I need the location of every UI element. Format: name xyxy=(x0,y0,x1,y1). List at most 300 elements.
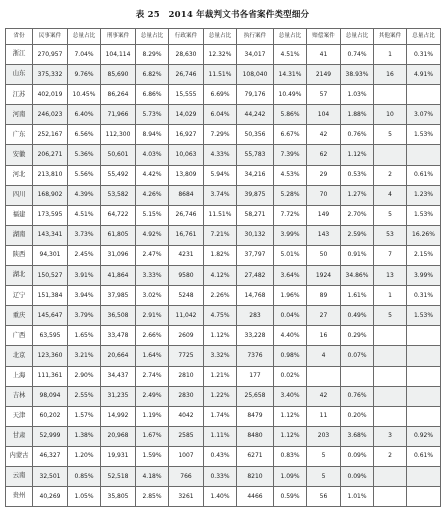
table-cell: 13 xyxy=(374,266,407,286)
header-cell: 总量占比 xyxy=(274,29,307,45)
table-cell: 63,595 xyxy=(33,326,68,346)
table-cell: 0.59% xyxy=(274,487,307,507)
table-cell: 26,746 xyxy=(169,65,204,85)
table-cell: 1.40% xyxy=(204,487,237,507)
table-row xyxy=(6,85,441,105)
table-cell: 4.75% xyxy=(204,306,237,326)
table-cell: 52,518 xyxy=(101,466,136,486)
table-cell: 6.56% xyxy=(68,125,101,145)
table-cell: 2.85% xyxy=(136,487,169,507)
table-cell: 32,501 xyxy=(33,466,68,486)
table-cell: 2830 xyxy=(169,386,204,406)
table-cell: 0.76% xyxy=(341,125,374,145)
table-cell: 4.91% xyxy=(407,65,441,85)
table-cell: 2.90% xyxy=(68,366,101,386)
table-cell: 10.45% xyxy=(68,85,101,105)
table-cell: 1.38% xyxy=(68,426,101,446)
table-cell: 3261 xyxy=(169,487,204,507)
table-cell: 252,167 xyxy=(33,125,68,145)
province-cell: 辽宁 xyxy=(6,286,33,306)
table-cell: 34.86% xyxy=(341,266,374,286)
table-cell: 6.69% xyxy=(204,85,237,105)
table-cell: 8480 xyxy=(237,426,274,446)
province-cell: 上海 xyxy=(6,366,33,386)
table-cell: 37,797 xyxy=(237,245,274,265)
table-cell: 2.74% xyxy=(136,366,169,386)
table-cell: 50 xyxy=(307,245,341,265)
table-cell: 149 xyxy=(307,205,341,225)
table-cell: 206,271 xyxy=(33,145,68,165)
table-cell: 85,690 xyxy=(101,65,136,85)
table-cell xyxy=(407,487,441,507)
table-cell: 2810 xyxy=(169,366,204,386)
table-cell: 3.32% xyxy=(204,346,237,366)
table-cell: 70 xyxy=(307,185,341,205)
table-row xyxy=(6,145,441,165)
table-cell xyxy=(341,366,374,386)
table-cell: 1.22% xyxy=(204,386,237,406)
table-cell: 20,664 xyxy=(101,346,136,366)
province-cell: 天津 xyxy=(6,406,33,426)
table-cell: 0.43% xyxy=(204,446,237,466)
case-type-table xyxy=(5,28,441,507)
table-cell: 3.07% xyxy=(407,105,441,125)
header-cell: 民事案件 xyxy=(33,29,68,45)
table-cell: 8.29% xyxy=(136,45,169,65)
table-cell: 3.79% xyxy=(68,306,101,326)
table-cell: 1007 xyxy=(169,446,204,466)
table-cell: 1.05% xyxy=(68,487,101,507)
province-cell: 湖北 xyxy=(6,266,33,286)
table-row xyxy=(6,205,441,225)
table-cell: 61,805 xyxy=(101,225,136,245)
table-cell: 1.12% xyxy=(274,406,307,426)
table-cell: 33,478 xyxy=(101,326,136,346)
table-cell: 1.64% xyxy=(136,346,169,366)
table-cell: 52,999 xyxy=(33,426,68,446)
table-cell: 38.93% xyxy=(341,65,374,85)
table-cell xyxy=(407,466,441,486)
table-cell: 104,114 xyxy=(101,45,136,65)
table-cell: 20,968 xyxy=(101,426,136,446)
table-cell: 1.65% xyxy=(68,326,101,346)
table-cell: 6.67% xyxy=(274,125,307,145)
table-cell: 150,527 xyxy=(33,266,68,286)
table-cell: 151,384 xyxy=(33,286,68,306)
table-cell: 5.15% xyxy=(136,205,169,225)
table-cell: 7.72% xyxy=(274,205,307,225)
table-cell: 42 xyxy=(307,125,341,145)
table-cell: 375,332 xyxy=(33,65,68,85)
table-cell: 27,482 xyxy=(237,266,274,286)
table-cell: 145,647 xyxy=(33,306,68,326)
table-cell: 0.61% xyxy=(407,165,441,185)
table-cell: 6.86% xyxy=(136,85,169,105)
table-cell xyxy=(407,85,441,105)
table-cell: 108,040 xyxy=(237,65,274,85)
table-cell: 3.99% xyxy=(274,225,307,245)
table-cell: 1.03% xyxy=(341,85,374,105)
table-cell: 46,327 xyxy=(33,446,68,466)
table-cell: 14,768 xyxy=(237,286,274,306)
table-cell xyxy=(374,145,407,165)
table-cell: 5.28% xyxy=(274,185,307,205)
table-row xyxy=(6,386,441,406)
province-cell: 浙江 xyxy=(6,45,33,65)
table-cell: 6.04% xyxy=(204,105,237,125)
header-cell: 行政案件 xyxy=(169,29,204,45)
table-cell: 5.01% xyxy=(274,245,307,265)
table-row xyxy=(6,346,441,366)
table-cell: 8.94% xyxy=(136,125,169,145)
header-cell: 总量占比 xyxy=(204,29,237,45)
table-cell xyxy=(374,406,407,426)
table-cell: 1.82% xyxy=(204,245,237,265)
table-cell: 2.91% xyxy=(136,306,169,326)
table-cell: 40,269 xyxy=(33,487,68,507)
table-cell: 3.74% xyxy=(204,185,237,205)
table-cell: 98,094 xyxy=(33,386,68,406)
province-cell: 福建 xyxy=(6,205,33,225)
table-cell: 4.12% xyxy=(204,266,237,286)
table-cell: 0.31% xyxy=(407,286,441,306)
table-cell: 3.21% xyxy=(68,346,101,366)
table-cell: 5.36% xyxy=(68,145,101,165)
table-cell: 14,029 xyxy=(169,105,204,125)
table-row xyxy=(6,165,441,185)
table-cell: 8684 xyxy=(169,185,204,205)
table-cell: 4.33% xyxy=(204,145,237,165)
table-row xyxy=(6,286,441,306)
table-cell: 50,601 xyxy=(101,145,136,165)
table-cell: 3.64% xyxy=(274,266,307,286)
table-cell: 1 xyxy=(374,286,407,306)
table-cell: 34,216 xyxy=(237,165,274,185)
table-row xyxy=(6,266,441,286)
table-cell: 0.02% xyxy=(274,366,307,386)
table-cell: 31,096 xyxy=(101,245,136,265)
table-cell: 36,508 xyxy=(101,306,136,326)
province-cell: 甘肃 xyxy=(6,426,33,446)
table-cell: 55,783 xyxy=(237,145,274,165)
table-cell: 2.66% xyxy=(136,326,169,346)
table-cell: 0.49% xyxy=(341,306,374,326)
table-cell: 3.40% xyxy=(274,386,307,406)
table-cell: 1 xyxy=(374,45,407,65)
table-cell: 104 xyxy=(307,105,341,125)
table-cell: 1.11% xyxy=(204,426,237,446)
table-cell: 26,746 xyxy=(169,205,204,225)
table-cell: 1.01% xyxy=(341,487,374,507)
table-cell: 0.04% xyxy=(274,306,307,326)
province-cell: 河北 xyxy=(6,165,33,185)
table-row xyxy=(6,65,441,85)
table-cell: 39,875 xyxy=(237,185,274,205)
table-cell: 2.15% xyxy=(407,245,441,265)
table-row xyxy=(6,446,441,466)
table-cell: 7376 xyxy=(237,346,274,366)
table-cell: 33,228 xyxy=(237,326,274,346)
table-cell: 57 xyxy=(307,85,341,105)
table-cell: 4.53% xyxy=(274,165,307,185)
table-row xyxy=(6,185,441,205)
table-cell: 1.12% xyxy=(204,326,237,346)
table-cell: 34,017 xyxy=(237,45,274,65)
table-cell: 35,805 xyxy=(101,487,136,507)
table-cell: 1924 xyxy=(307,266,341,286)
table-cell: 9580 xyxy=(169,266,204,286)
table-cell: 2.59% xyxy=(341,225,374,245)
table-cell: 41,864 xyxy=(101,266,136,286)
province-cell: 江苏 xyxy=(6,85,33,105)
table-cell: 29 xyxy=(307,165,341,185)
province-cell: 吉林 xyxy=(6,386,33,406)
table-cell: 1.67% xyxy=(136,426,169,446)
table-cell: 41 xyxy=(307,45,341,65)
table-cell xyxy=(374,346,407,366)
province-cell: 北京 xyxy=(6,346,33,366)
table-cell: 56 xyxy=(307,487,341,507)
header-cell: 刑事案件 xyxy=(101,29,136,45)
table-cell: 4.42% xyxy=(136,165,169,185)
header-cell: 总量占比 xyxy=(68,29,101,45)
table-cell: 3.99% xyxy=(407,266,441,286)
table-cell: 1.74% xyxy=(204,406,237,426)
table-cell: 402,019 xyxy=(33,85,68,105)
province-cell: 重庆 xyxy=(6,306,33,326)
table-row xyxy=(6,245,441,265)
province-cell: 内蒙古 xyxy=(6,446,33,466)
table-cell: 11.51% xyxy=(204,205,237,225)
table-cell: 19,931 xyxy=(101,446,136,466)
table-cell: 16 xyxy=(307,326,341,346)
table-cell: 11,042 xyxy=(169,306,204,326)
table-cell: 60,202 xyxy=(33,406,68,426)
table-caption: 表 25 2014 年裁判文书各省案件类型细分 xyxy=(135,10,310,20)
header-cell: 执行案件 xyxy=(237,29,274,45)
table-cell xyxy=(407,386,441,406)
table-cell: 1.19% xyxy=(136,406,169,426)
table-cell: 64,722 xyxy=(101,205,136,225)
table-cell: 4.51% xyxy=(274,45,307,65)
table-cell: 0.33% xyxy=(204,466,237,486)
table-cell: 3.73% xyxy=(68,225,101,245)
table-row xyxy=(6,306,441,326)
table-cell: 2.26% xyxy=(204,286,237,306)
header-cell: 总量占比 xyxy=(341,29,374,45)
table-cell: 1.09% xyxy=(274,466,307,486)
table-cell: 30,132 xyxy=(237,225,274,245)
table-cell: 1.23% xyxy=(407,185,441,205)
table-cell: 1.53% xyxy=(407,205,441,225)
table-cell: 1.12% xyxy=(274,426,307,446)
table-cell: 4 xyxy=(307,346,341,366)
table-cell: 34,437 xyxy=(101,366,136,386)
table-cell xyxy=(407,406,441,426)
table-cell: 16 xyxy=(374,65,407,85)
table-cell: 10.49% xyxy=(274,85,307,105)
table-cell: 2.45% xyxy=(68,245,101,265)
table-row xyxy=(6,406,441,426)
table-cell: 1.88% xyxy=(341,105,374,125)
table-cell: 0.09% xyxy=(341,446,374,466)
table-cell: 177 xyxy=(237,366,274,386)
table-cell: 16.26% xyxy=(407,225,441,245)
province-cell: 安徽 xyxy=(6,145,33,165)
table-cell: 5 xyxy=(374,205,407,225)
table-cell: 27 xyxy=(307,306,341,326)
table-cell: 6.40% xyxy=(68,105,101,125)
table-cell: 5 xyxy=(307,466,341,486)
table-row xyxy=(6,326,441,346)
table-cell: 270,957 xyxy=(33,45,68,65)
province-cell: 山东 xyxy=(6,65,33,85)
table-cell: 213,810 xyxy=(33,165,68,185)
table-cell: 16,761 xyxy=(169,225,204,245)
table-cell: 4 xyxy=(374,185,407,205)
table-cell: 2 xyxy=(374,446,407,466)
table-cell: 0.07% xyxy=(341,346,374,366)
table-cell xyxy=(407,366,441,386)
table-cell: 4.26% xyxy=(136,185,169,205)
table-cell: 3.68% xyxy=(341,426,374,446)
table-cell: 1.96% xyxy=(274,286,307,306)
province-cell: 河南 xyxy=(6,105,33,125)
table-cell: 0.29% xyxy=(341,326,374,346)
header-cell: 赔偿案件 xyxy=(307,29,341,45)
province-cell: 云南 xyxy=(6,466,33,486)
table-cell: 1.59% xyxy=(136,446,169,466)
table-cell: 5 xyxy=(374,306,407,326)
table-cell: 7.39% xyxy=(274,145,307,165)
table-cell: 31,235 xyxy=(101,386,136,406)
table-cell xyxy=(407,145,441,165)
table-cell: 50,356 xyxy=(237,125,274,145)
table-cell: 14,992 xyxy=(101,406,136,426)
header-row xyxy=(6,29,441,45)
header-cell: 总量占比 xyxy=(136,29,169,45)
table-cell: 7725 xyxy=(169,346,204,366)
table-cell: 25,658 xyxy=(237,386,274,406)
table-cell: 1.61% xyxy=(341,286,374,306)
table-cell: 3.02% xyxy=(136,286,169,306)
table-cell: 44,242 xyxy=(237,105,274,125)
table-cell: 4.03% xyxy=(136,145,169,165)
table-cell: 246,023 xyxy=(33,105,68,125)
table-cell: 55,492 xyxy=(101,165,136,185)
table-cell: 5.94% xyxy=(204,165,237,185)
table-cell: 2585 xyxy=(169,426,204,446)
header-cell: 其他案件 xyxy=(374,29,407,45)
table-cell: 143 xyxy=(307,225,341,245)
header-cell: 省份 xyxy=(6,29,33,45)
table-cell: 9.76% xyxy=(68,65,101,85)
table-cell xyxy=(307,366,341,386)
table-row xyxy=(6,426,441,446)
table-row xyxy=(6,466,441,486)
table-cell: 766 xyxy=(169,466,204,486)
table-cell: 16,927 xyxy=(169,125,204,145)
table-cell: 0.31% xyxy=(407,45,441,65)
table-cell: 62 xyxy=(307,145,341,165)
table-cell: 79,176 xyxy=(237,85,274,105)
province-cell: 湖南 xyxy=(6,225,33,245)
table-cell xyxy=(374,386,407,406)
table-cell: 4231 xyxy=(169,245,204,265)
table-cell: 4.18% xyxy=(136,466,169,486)
table-cell: 7.04% xyxy=(68,45,101,65)
table-cell: 4.92% xyxy=(136,225,169,245)
table-cell: 5 xyxy=(374,125,407,145)
table-cell: 8479 xyxy=(237,406,274,426)
table-cell: 53 xyxy=(374,225,407,245)
table-cell: 143,341 xyxy=(33,225,68,245)
province-cell: 陕西 xyxy=(6,245,33,265)
table-cell: 1.21% xyxy=(204,366,237,386)
table-cell: 0.76% xyxy=(341,386,374,406)
table-cell: 1.53% xyxy=(407,306,441,326)
table-cell: 0.83% xyxy=(274,446,307,466)
table-cell: 3 xyxy=(374,426,407,446)
table-cell xyxy=(374,487,407,507)
table-cell: 12.32% xyxy=(204,45,237,65)
table-cell: 2.47% xyxy=(136,245,169,265)
table-cell: 2.49% xyxy=(136,386,169,406)
table-cell: 42 xyxy=(307,386,341,406)
table-cell: 94,301 xyxy=(33,245,68,265)
table-cell: 0.09% xyxy=(341,466,374,486)
table-cell: 11.51% xyxy=(204,65,237,85)
table-cell: 4466 xyxy=(237,487,274,507)
table-cell: 15,555 xyxy=(169,85,204,105)
table-cell: 203 xyxy=(307,426,341,446)
table-cell: 2149 xyxy=(307,65,341,85)
table-cell: 0.61% xyxy=(407,446,441,466)
table-cell: 5.56% xyxy=(68,165,101,185)
table-cell: 5.86% xyxy=(274,105,307,125)
table-cell: 28,630 xyxy=(169,45,204,65)
table-cell: 111,361 xyxy=(33,366,68,386)
table-cell: 1.53% xyxy=(407,125,441,145)
table-cell: 0.92% xyxy=(407,426,441,446)
table-cell: 5.73% xyxy=(136,105,169,125)
table-cell: 283 xyxy=(237,306,274,326)
table-row xyxy=(6,45,441,65)
table-row xyxy=(6,366,441,386)
table-cell: 2.70% xyxy=(341,205,374,225)
table-cell: 4042 xyxy=(169,406,204,426)
table-cell: 6.82% xyxy=(136,65,169,85)
table-cell: 2609 xyxy=(169,326,204,346)
table-cell: 1.27% xyxy=(341,185,374,205)
table-cell: 11 xyxy=(307,406,341,426)
table-cell: 4.51% xyxy=(68,205,101,225)
table-row xyxy=(6,105,441,125)
table-cell: 7 xyxy=(374,245,407,265)
table-cell: 86,264 xyxy=(101,85,136,105)
table-cell xyxy=(407,346,441,366)
table-cell: 1.57% xyxy=(68,406,101,426)
table-cell: 1.12% xyxy=(341,145,374,165)
table-cell: 4.40% xyxy=(274,326,307,346)
table-cell: 10 xyxy=(374,105,407,125)
province-cell: 广西 xyxy=(6,326,33,346)
table-cell: 173,595 xyxy=(33,205,68,225)
table-cell: 3.33% xyxy=(136,266,169,286)
table-cell xyxy=(374,85,407,105)
header-cell: 总量占比 xyxy=(407,29,441,45)
table-cell: 4.39% xyxy=(68,185,101,205)
